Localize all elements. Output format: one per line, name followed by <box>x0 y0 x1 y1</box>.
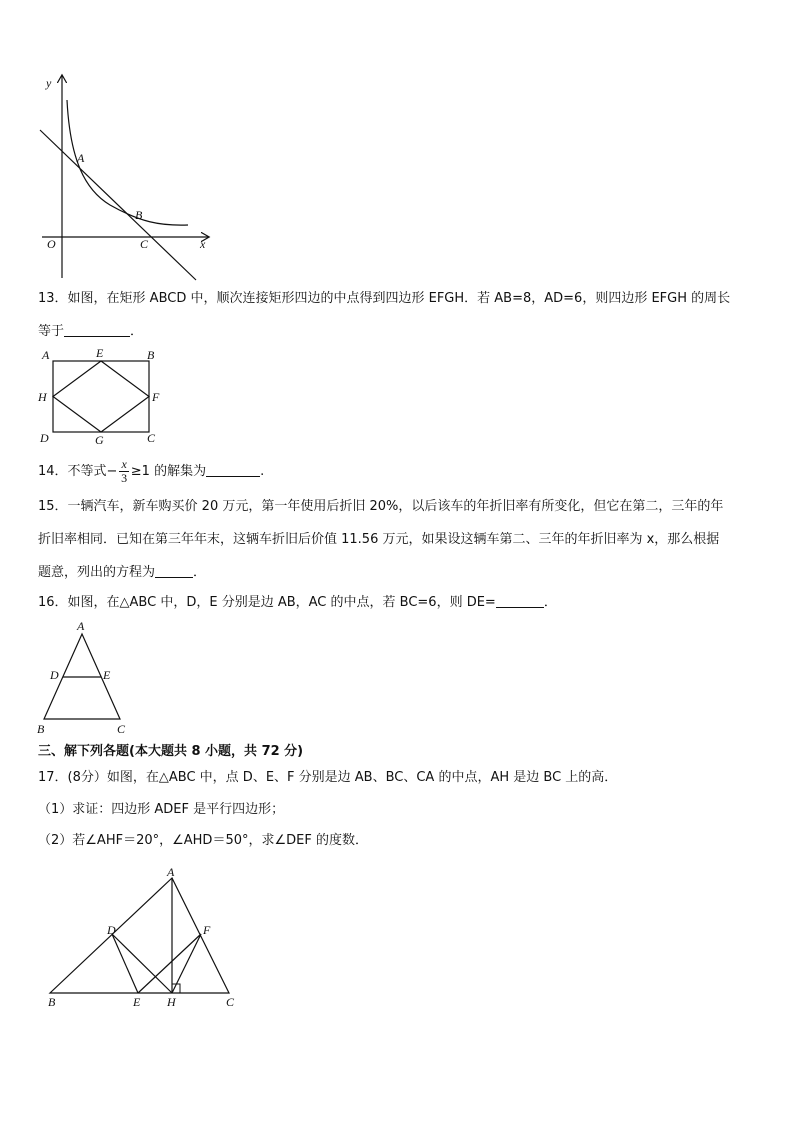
label-b: B <box>37 722 45 736</box>
label-e: E <box>96 346 104 360</box>
q14-post: 的解集为 <box>154 464 207 479</box>
label-f: F <box>203 923 211 937</box>
graph-hyperbola-line <box>30 70 230 285</box>
label-o: O <box>47 237 56 251</box>
segment-de <box>112 934 138 993</box>
segment-dh <box>112 934 172 993</box>
q17-line1: 17．(8分）如图，在△ABC 中，点 D、E、F 分别是边 AB、BC、CA 的中点，AH 是边 BC 上的高． <box>38 770 618 785</box>
q14-frac-den: 3 <box>121 471 128 485</box>
q14-answer-blank <box>206 462 260 477</box>
figure-rectangle-efgh <box>36 344 166 448</box>
q14-pre: 14．不等式 <box>38 464 107 479</box>
rectangle-abcd <box>53 361 149 432</box>
label-c: C <box>226 995 235 1009</box>
q17-part2: （2）若∠AHF＝20°，∠AHD＝50°，求∠DEF 的度数． <box>38 833 368 848</box>
q17-part1: （1）求证：四边形 ADEF 是平行四边形； <box>38 802 285 817</box>
q16-answer-blank <box>496 593 544 608</box>
q14-line <box>38 458 264 485</box>
label-a: A <box>77 151 85 165</box>
label-c: C <box>147 431 156 445</box>
label-c: C <box>140 237 149 251</box>
q14-relation: ≥1 <box>130 464 150 479</box>
triangle-svg <box>36 620 136 738</box>
label-d: D <box>40 431 49 445</box>
graph-svg <box>30 70 230 285</box>
label-x: x <box>200 237 206 251</box>
section3-title: 三、解下列各题(本大题共 8 小题，共 72 分) <box>38 744 304 759</box>
q15-line3 <box>38 563 206 583</box>
figure-triangle-midline <box>36 620 136 738</box>
label-a: A <box>42 348 50 362</box>
figure-triangle-altitude <box>40 864 240 1012</box>
rectangle-svg <box>36 344 166 448</box>
segment-ef <box>138 934 201 993</box>
label-d: D <box>107 923 116 937</box>
q15-line2: 折旧率相同．已知在第三年年末，这辆车折旧后价值 11.56 万元，如果设这辆车第二、三年的年折旧率为 x，那么根据 <box>38 532 720 547</box>
q13-line2-pre: 等于 <box>38 324 65 339</box>
q16-line <box>38 593 557 613</box>
q13-line1: 13．如图，在矩形 ABCD 中，顺次连接矩形四边的中点得到四边形 EFGH．若 AB=8，AD=6，则四边形 EFGH 的周长 <box>38 291 731 306</box>
q15-line3-pre: 题意，列出的方程为 <box>38 565 156 580</box>
q16-text-post: ． <box>543 595 557 610</box>
q15-line3-post: ． <box>193 565 207 580</box>
q14-minus: − <box>106 464 118 479</box>
label-h: H <box>167 995 176 1009</box>
label-d: D <box>50 668 59 682</box>
label-y: y <box>46 76 52 90</box>
label-a: A <box>77 619 85 633</box>
label-a: A <box>167 865 175 879</box>
quadrilateral-efgh <box>53 361 149 432</box>
label-h: H <box>38 390 47 404</box>
q13-line2-post: ． <box>130 324 144 339</box>
q14-frac-num: x <box>121 457 127 471</box>
q13-line2 <box>38 322 143 342</box>
label-b: B <box>135 208 143 222</box>
label-e: E <box>133 995 141 1009</box>
q14-end: . <box>260 464 265 479</box>
label-c: C <box>117 722 126 736</box>
hyperbola-curve <box>67 100 188 225</box>
label-b: B <box>48 995 56 1009</box>
label-g: G <box>95 433 104 447</box>
label-b: B <box>147 348 155 362</box>
q13-answer-blank <box>64 322 130 337</box>
label-e: E <box>103 668 111 682</box>
q14-fraction <box>119 458 128 485</box>
label-f: F <box>152 390 160 404</box>
triangle-altitude-svg <box>40 864 240 1012</box>
q15-answer-blank <box>155 563 193 578</box>
line-through-a-b <box>40 130 196 280</box>
q15-line1: 15．一辆汽车，新车购买价 20 万元，第一年使用后折旧 20%，以后该车的年折旧率有所变化，但它在第二，三年的年 <box>38 499 724 514</box>
q16-text-pre: 16．如图，在△ABC 中，D，E 分别是边 AB，AC 的中点，若 BC=6，则 DE= <box>38 595 496 610</box>
